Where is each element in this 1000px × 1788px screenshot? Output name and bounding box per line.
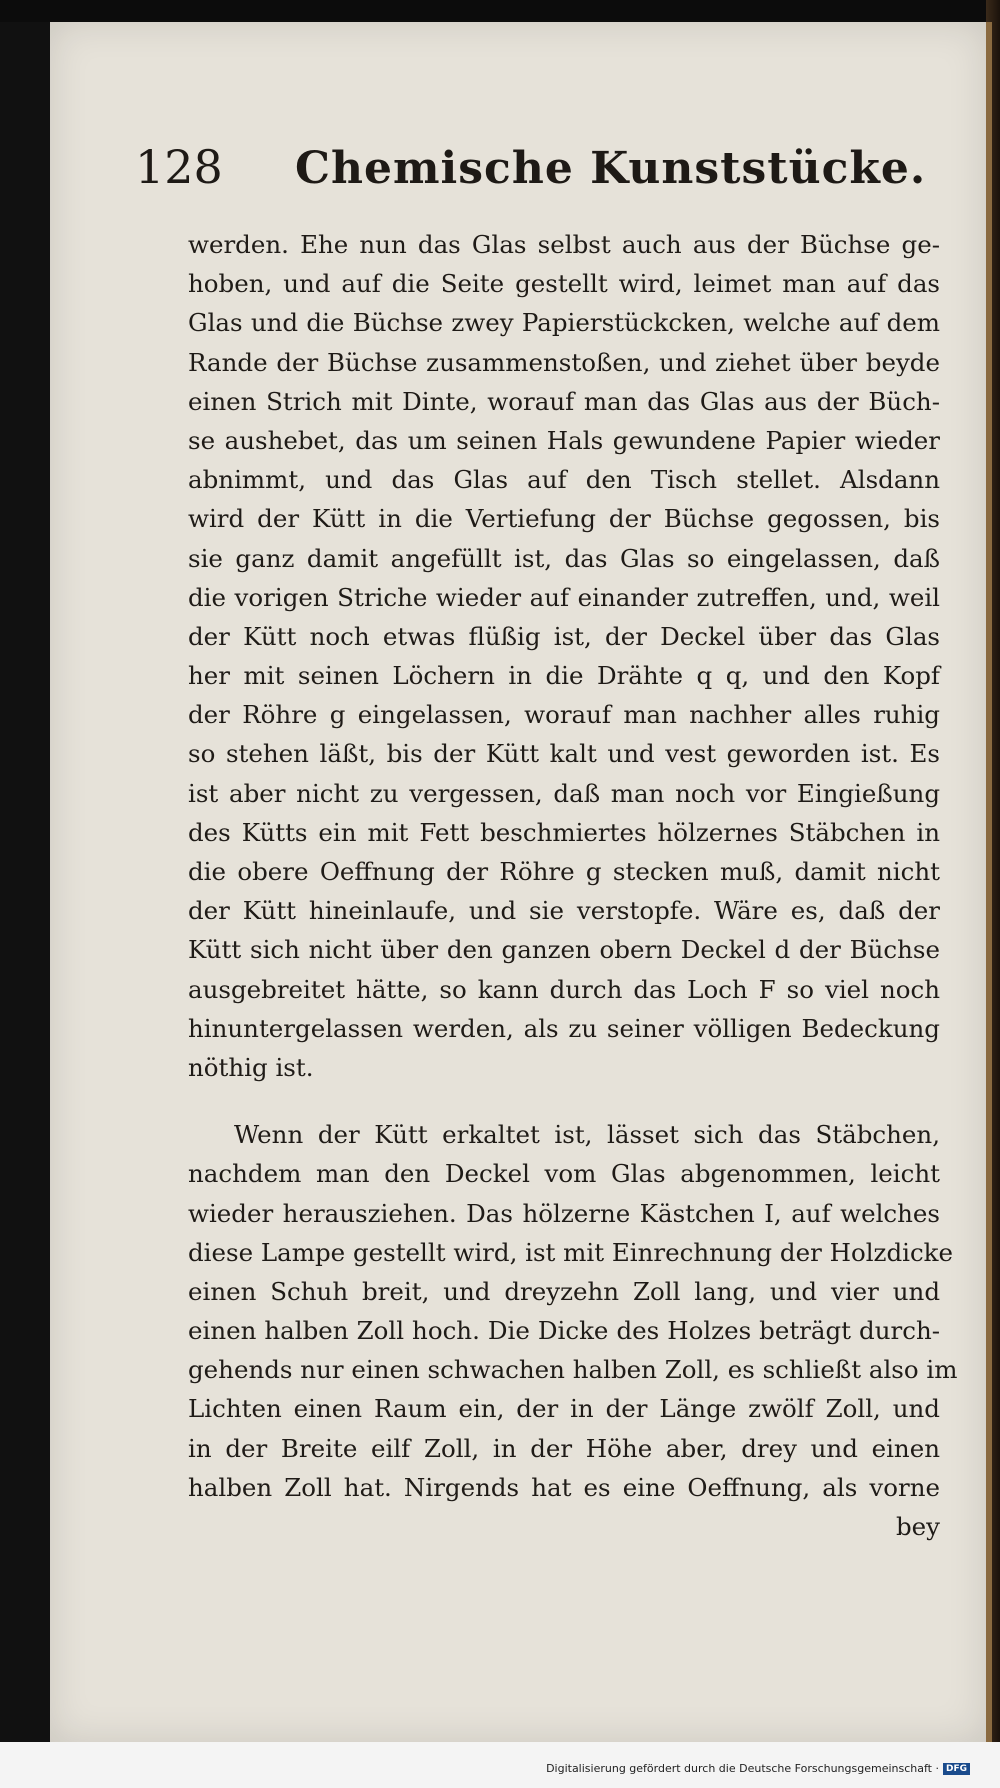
text-line: wieder herausziehen. Das hölzerne Kästchen I, auf welches (188, 1198, 940, 1228)
text-line: diese Lampe gestellt wird, ist mit Einrechnung der Holzdicke (188, 1237, 954, 1267)
text-line: einen halben Zoll hoch. Die Dicke des Holzes beträgt durch- (188, 1316, 940, 1346)
text-line: hinuntergelassen werden, als zu seiner völligen Bedeckung (188, 1013, 940, 1043)
text-line: des Kütts ein mit Fett beschmiertes hölzernes Stäbchen in (188, 817, 940, 847)
text-line: einen Schuh breit, und dreyzehn Zoll lang, und vier und (188, 1276, 940, 1306)
text-line: Wenn der Kütt erkaltet ist, lässet sich das Stäbchen, (234, 1120, 940, 1150)
digitization-credit (546, 1762, 970, 1775)
text-line: nöthig ist. (188, 1052, 314, 1082)
text-line: der Röhre g eingelassen, worauf man nachher alles ruhig (188, 700, 940, 730)
text-line: her mit seinen Löchern in die Drähte q q, und den Kopf (188, 661, 940, 691)
text-line: Lichten einen Raum ein, der in der Länge zwölf Zoll, und (188, 1394, 940, 1424)
text-line: sie ganz damit angefüllt ist, das Glas so eingelassen, daß (188, 543, 940, 573)
text-line: einen Strich mit Dinte, worauf man das Glas aus der Büch- (188, 386, 940, 416)
running-title: Chemische Kunststücke. (295, 143, 927, 194)
catchword: bey (895, 1512, 940, 1541)
text-line: die obere Oeffnung der Röhre g stecken muß, damit nicht (188, 857, 940, 886)
dfg-logo: DFG (943, 1763, 970, 1775)
page-header (135, 140, 955, 200)
text-line: gehends nur einen schwachen halben Zoll, es schließt also im (188, 1355, 958, 1385)
text-line: ist aber nicht zu vergessen, daß man noch vor Eingießung (188, 778, 940, 808)
text-line: der Kütt noch etwas flüßig ist, der Deckel über das Glas (188, 621, 940, 651)
text-line: halben Zoll hat. Nirgends hat es eine Oeffnung, als vorne (188, 1472, 940, 1502)
text-line: die vorigen Striche wieder auf einander zutreffen, und, weil (188, 582, 940, 612)
text-line: hoben, und auf die Seite gestellt wird, leimet man auf das (188, 269, 940, 299)
text-line: so stehen läßt, bis der Kütt kalt und vest geworden ist. Es (188, 739, 940, 769)
text-line: Rande der Büchse zusammenstoßen, und ziehet über beyde (188, 347, 940, 377)
body-text (188, 225, 958, 1546)
credit-text: Digitalisierung gefördert durch die Deutsche Forschungsgemeinschaft · (546, 1762, 939, 1775)
text-line: in der Breite eilf Zoll, in der Höhe aber, drey und einen (188, 1433, 940, 1463)
paragraph-gap (188, 1087, 940, 1115)
text-line: abnimmt, und das Glas auf den Tisch stellet. Alsdann (188, 465, 940, 495)
scan-top-strip (0, 0, 1000, 22)
text-line: nachdem man den Deckel vom Glas abgenommen, leicht (188, 1159, 940, 1189)
text-line: Glas und die Büchse zwey Papierstückcken, welche auf dem (188, 308, 940, 338)
text-line: wird der Kütt in die Vertiefung der Büchse gegossen, bis (188, 504, 940, 534)
text-line: ausgebreitet hätte, so kann durch das Loch F so viel noch (188, 974, 940, 1004)
paragraph-1 (188, 225, 940, 1087)
paragraph-2 (188, 1115, 958, 1507)
page-number: 128 (135, 140, 223, 194)
text-line: der Kütt hineinlaufe, und sie verstopfe. Wäre es, daß der (188, 896, 940, 926)
text-line: se aushebet, das um seinen Hals gewundene Papier wieder (188, 425, 940, 455)
text-line: Kütt sich nicht über den ganzen obern Deckel d der Büchse (188, 935, 940, 965)
text-line: werden. Ehe nun das Glas selbst auch aus der Büchse ge- (188, 230, 940, 259)
